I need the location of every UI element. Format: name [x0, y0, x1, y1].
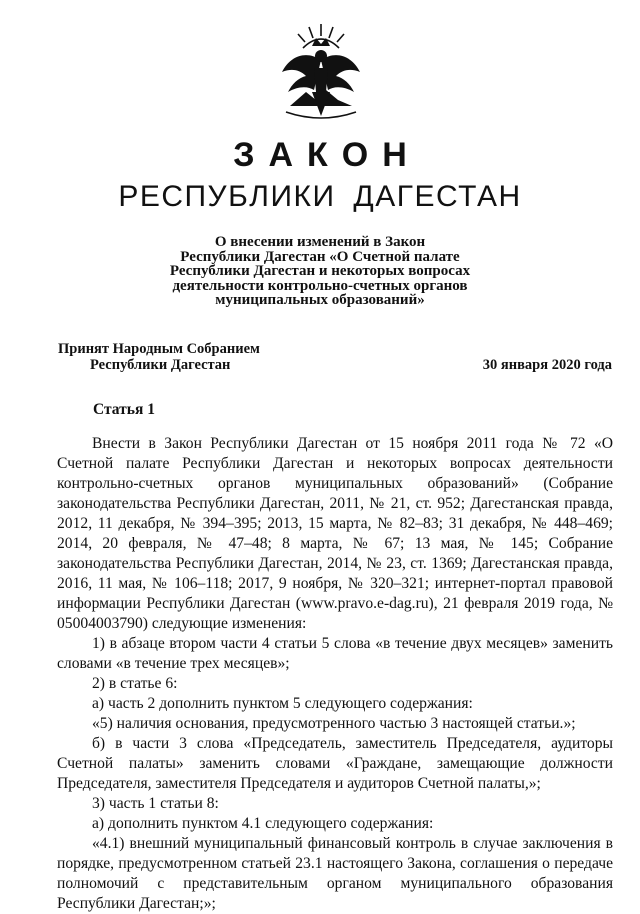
article-title: Статья 1 [93, 401, 155, 418]
heading-line: О внесении изменений в Закон [214, 234, 426, 250]
heading-line: муниципальных образований» [215, 292, 425, 308]
paragraph: а) часть 2 дополнить пунктом 5 следующего содержания: [92, 695, 473, 712]
paragraph: «4.1) внешний муниципальный финансовый контроль в случае заключения в порядке, предусмотренном статьей 23.1 настоящего Закона, соглашения о передаче полномочий с представительным органом муниципального образования Республики Дагестан;»; [57, 835, 613, 912]
adopted-line: Принят Народным Собранием [58, 341, 260, 357]
heading-line: Республики Дагестан «О Счетной палате [180, 248, 460, 265]
article-body [57, 434, 613, 914]
law-subtitle: РЕСПУБЛИКИ ДАГЕСТАН [118, 180, 522, 213]
adopted-line: Республики Дагестан [90, 357, 231, 373]
adoption-date: 30 января 2020 года [482, 357, 612, 373]
law-title: ЗАКОН [233, 136, 421, 174]
law-heading [120, 235, 520, 308]
coat-of-arms-eagle-icon [276, 20, 366, 130]
paragraph: «5) наличия основания, предусмотренного частью 3 настоящей статьи.»; [92, 715, 576, 732]
paragraph: б) в части 3 слова «Председатель, заместитель Председателя, аудиторы Счетной палаты» заменить словами «Граждане, замещающие должности Председателя, заместителя Председателя и аудиторов Счетной палаты,»; [57, 735, 613, 792]
paragraph: 3) часть 1 статьи 8: [92, 795, 219, 812]
paragraph: 2) в статье 6: [92, 675, 178, 692]
heading-line: Республики Дагестан и некоторых вопросах [169, 263, 471, 279]
heading-line: деятельности контрольно-счетных органов [172, 277, 468, 294]
adopted-by-block [58, 341, 260, 373]
paragraph: Внести в Закон Республики Дагестан от 15 ноября 2011 года № 72 «О Счетной палате Республики Дагестан и некоторых вопросах деятельности контрольно-счетных органов муниципальных образований» (Собрание законодательства Республики Дагестан, 2011, № 21, ст. 952; Дагестанская правда, 2012, 11 декабря, № 394–395; 2013, 15 марта, № 82–83; 31 декабря, № 448–469; 2014, 20 февраля, № 47–48; 8 марта, № 67; 13 мая, № 145; Собрание законодательства Республики Дагестан, 2014, № 23, ст. 1369; Дагестанская правда, 2016, 11 мая, № 106–118; 2017, 9 ноября, № 320–321; интернет-портал правовой информации Республики Дагестан (www.pravo.e-dag.ru), 21 февраля 2019 года, № 05004003790) следующие изменения: [57, 435, 613, 632]
paragraph: а) дополнить пунктом 4.1 следующего содержания: [92, 815, 434, 832]
paragraph: 1) в абзаце втором части 4 статьи 5 слова «в течение двух месяцев» заменить словами «в течение трех месяцев»; [57, 635, 613, 672]
